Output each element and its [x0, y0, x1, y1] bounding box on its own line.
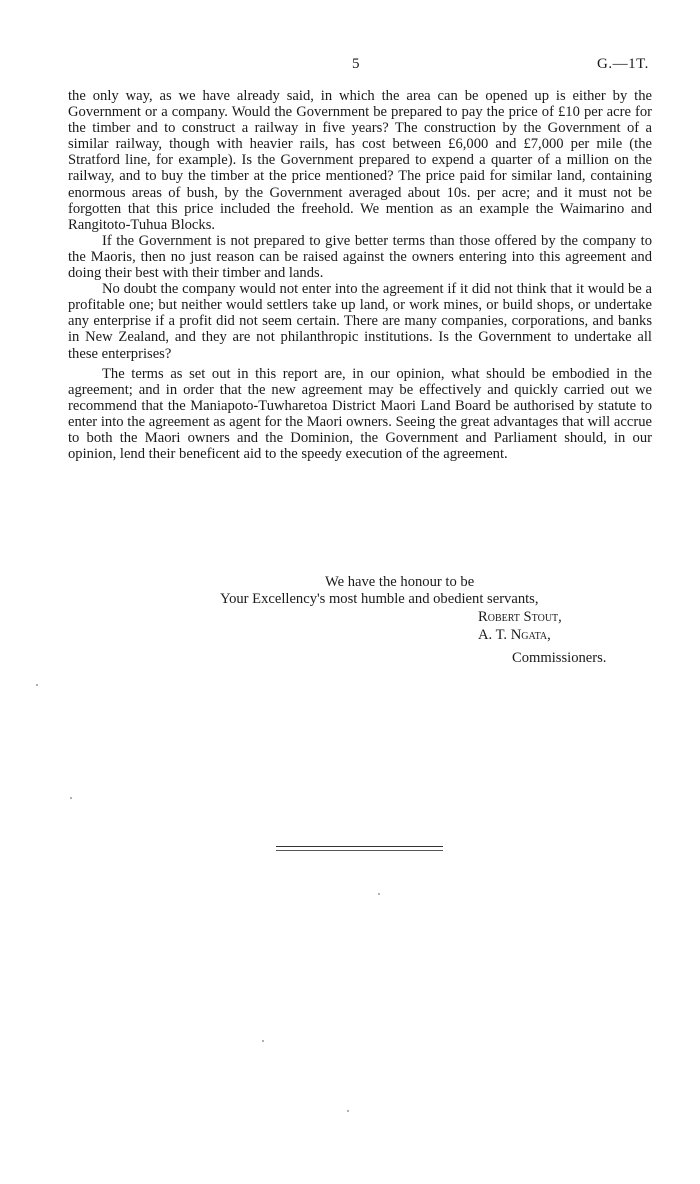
scan-speck: [262, 1040, 264, 1042]
scan-speck: [70, 797, 72, 799]
paragraph-continued: the only way, as we have already said, in which the area can be opened up is either by the Government or a company. Would the Government be prepared to pay the price of £10 per acre for the timber and to construct a railway in five years? The construction by the Government of a similar railway, though with heavier rails, has cost between £6,000 and £7,000 per mile (the Stratford line, for example). Is the Government prepared to expend a quarter of a million on the railway, and to buy the timber at the price mentioned? The price paid for similar land, containing enormous areas of bush, by the Government averaged about 10s. per acre; and it must not be forgotten that this price included the freehold. We mention as an example the Waimarino and Rangitoto-Tuhua Blocks.: [68, 88, 652, 233]
paragraph-recommendation: The terms as set out in this report are, in our opinion, what should be embodied in the agreement; and in order that the new agreement may be effectively and quickly carried out we recommend that the Maniapoto-Tuwharetoa District Maori Land Board be authorised by statute to enter into the agreement as agent for the Maori owners. Seeing the great advantages that will accrue to both the Maori owners and the Dominion, the Government and Parliament should, in our opinion, lend their beneficent aid to the speedy execution of the agreement.: [68, 365, 652, 463]
closing-servants: Your Excellency's most humble and obedient servants,: [220, 591, 539, 607]
scan-speck: [36, 684, 38, 686]
end-rule-bottom: [276, 850, 443, 851]
scan-speck: [347, 1110, 349, 1112]
signatory-ngata: A. T. Ngata,: [478, 627, 551, 643]
paragraph-company-profit: No doubt the company would not enter into the agreement if it did not think that it would be a profitable one; but neither would settlers take up land, or work mines, or build shops, or undertake any enterprise if a profit did not seem certain. There are many companies, corporations, and banks in New Zealand, and they are not philanthropic institutions. Is the Government to undertake all these enterprises?: [68, 281, 652, 362]
end-rule-top: [276, 846, 443, 847]
paragraph-government-terms: If the Government is not prepared to give better terms than those offered by the company to the Maoris, then no just reason can be raised against the owners entering into this agreement and doing their best with their timber and lands.: [68, 232, 652, 282]
report-body: [68, 88, 652, 462]
signatory-role: Commissioners.: [512, 650, 607, 666]
page-number: 5: [352, 56, 360, 72]
closing-salutation: We have the honour to be: [325, 574, 475, 590]
document-reference: G.—1T.: [597, 56, 649, 72]
signatory-stout: Robert Stout,: [478, 609, 562, 625]
scan-speck: [378, 893, 380, 895]
